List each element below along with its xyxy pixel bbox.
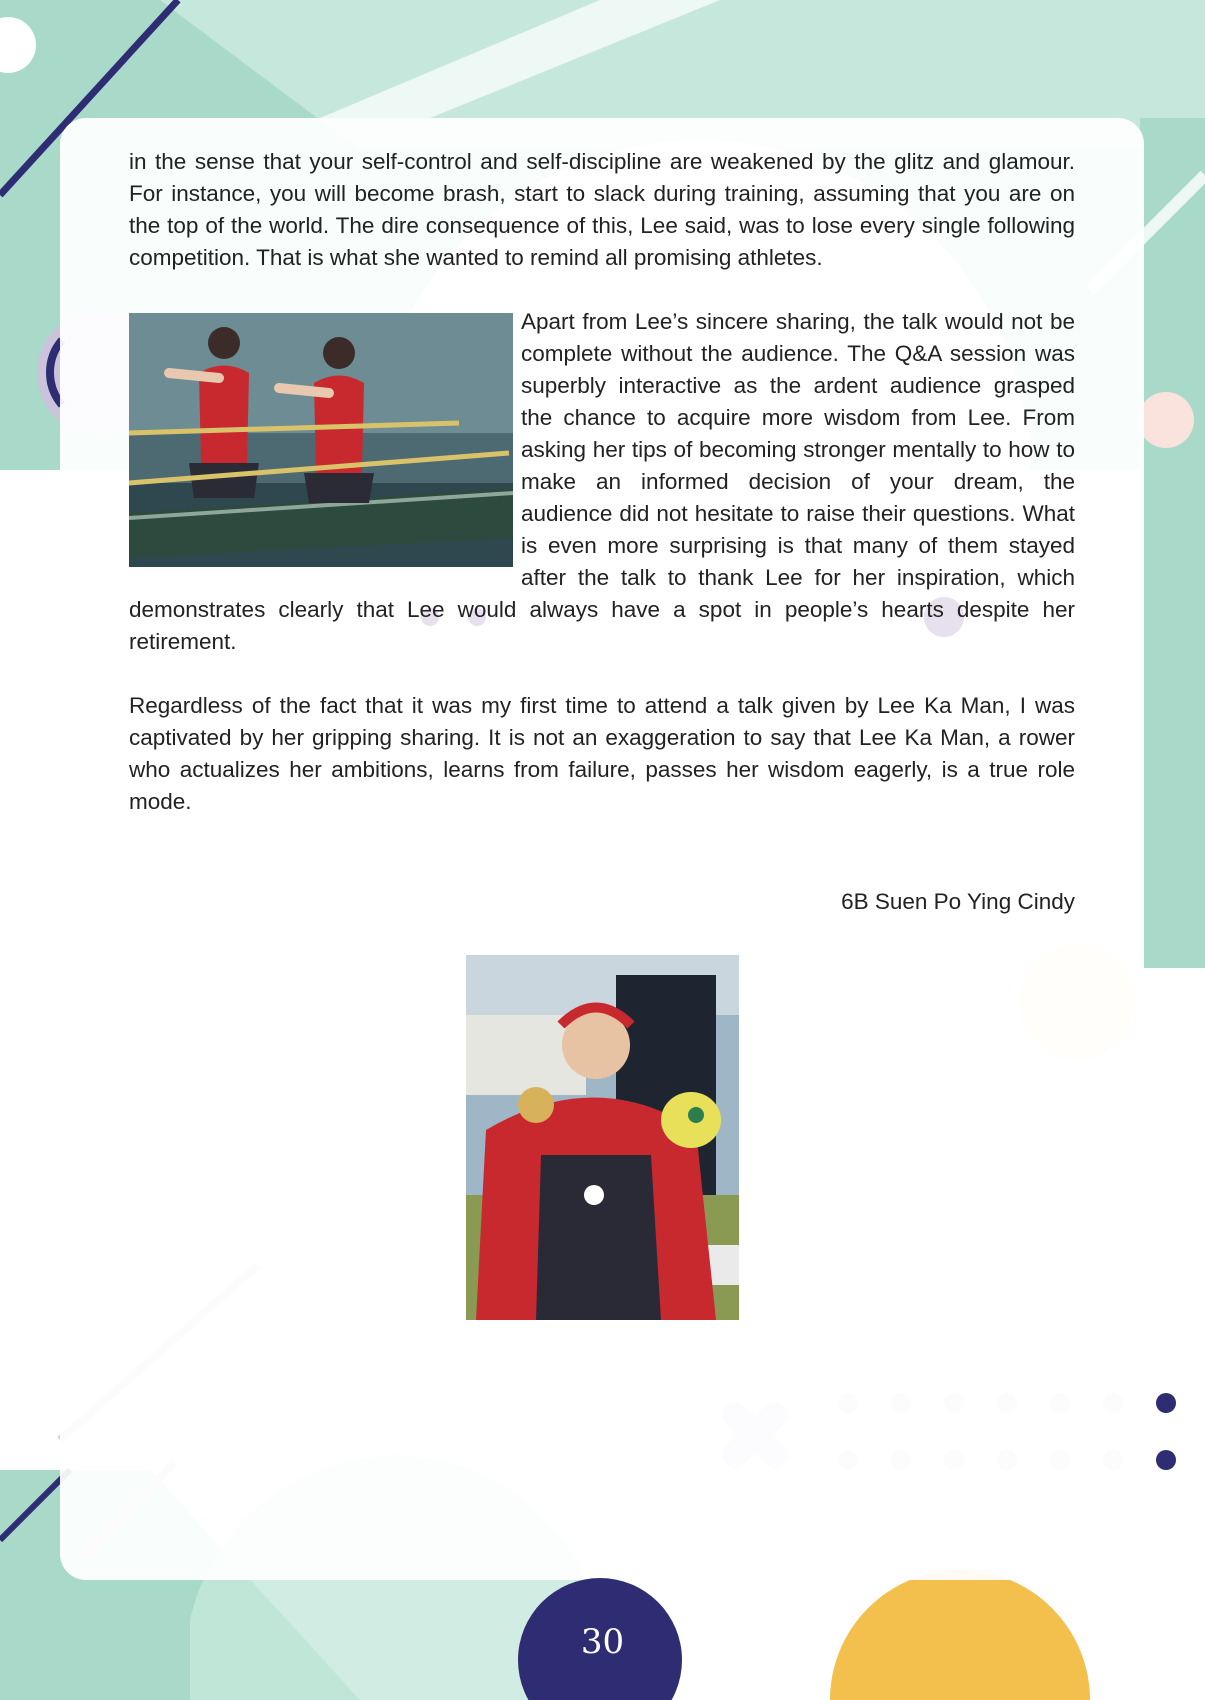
rowing-photo	[129, 313, 513, 567]
medal-photo	[466, 955, 739, 1320]
article-paragraph-2	[129, 306, 1075, 658]
article-body	[129, 146, 1075, 818]
page-number: 30	[580, 1622, 625, 1662]
article-paragraph-1: in the sense that your self-control and self-discipline are weakened by the glitz and glamour. For instance, you will become brash, start to slack during training, assuming that you are on the top of the world. The dire consequence of this, Lee said, was to lose every single following competition. That is what she wanted to remind all promising athletes.	[129, 149, 1075, 270]
author-name: 6B Suen Po Ying Cindy	[841, 889, 1075, 914]
article-paragraph-2-text: Apart from Lee’s sincere sharing, the talk would not be complete without the audience. The Q&A session was superbly interactive as the ardent audience grasped the chance to acquire more wisdom from Lee. From asking her tips of becoming stronger mentally to how to make an informed decision of your dream, the audience did not hesitate to raise their questions. What is even more surprising is that many of them stayed after the talk to thank Lee for her inspiration, which demonstrates clearly that Lee would always have a spot in people’s hearts despite her retirement.	[129, 309, 1075, 654]
article-paragraph-3: Regardless of the fact that it was my first time to attend a talk given by Lee Ka Man, I was captivated by her gripping sharing. It is not an exaggeration to say that Lee Ka Man, a rower who actualizes her ambitions, learns from failure, passes her wisdom eagerly, is a true role mode.	[129, 693, 1075, 814]
